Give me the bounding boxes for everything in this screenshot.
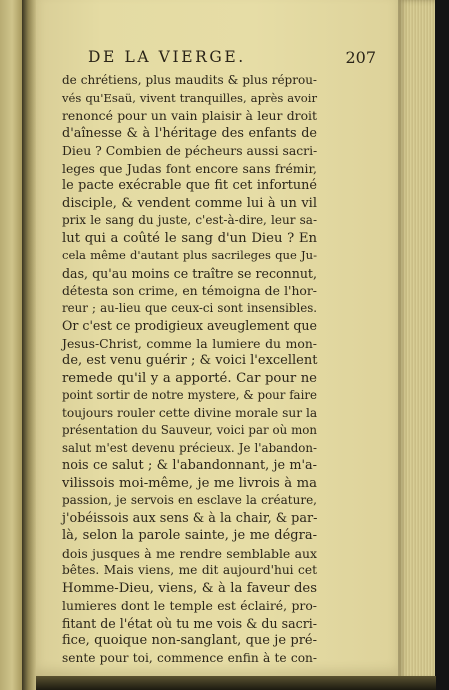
text-line: bêtes. Mais viens, me dit aujourd'hui cet bbox=[62, 563, 317, 577]
text-line: le pacte exécrable que fit cet infortuné bbox=[62, 178, 317, 193]
text-line: vés qu'Esaü, vivent tranquilles, après avoir bbox=[62, 90, 317, 105]
text-line: prix le sang du juste, c'est-à-dire, leur sa- bbox=[62, 213, 317, 227]
text-line: disciple, & vendent comme lui à un vil bbox=[62, 195, 317, 211]
body-text bbox=[62, 72, 317, 667]
text-line: remede qu'il y a apporté. Car pour ne bbox=[62, 370, 317, 386]
text-line: fice, quoique non-sanglant, que je pré- bbox=[62, 633, 317, 648]
text-line: de chrétiens, plus maudits & plus réprou- bbox=[62, 73, 317, 87]
text-line: cela même d'autant plus sacrileges que Ju- bbox=[62, 248, 317, 262]
text-line: das, qu'au moins ce traître se reconnut, bbox=[62, 265, 317, 281]
text-line: là, selon la parole sainte, je me dégra- bbox=[62, 528, 317, 543]
page-bottom-shadow bbox=[36, 676, 436, 690]
text-line: sente pour toi, commence enfin à te con- bbox=[62, 650, 317, 665]
page-number: 207 bbox=[345, 48, 376, 67]
text-line: reur ; au-lieu que ceux-ci sont insensibles. bbox=[62, 300, 317, 315]
running-head: DE LA VIERGE. bbox=[88, 48, 246, 66]
text-line: renoncé pour un vain plaisir à leur droit bbox=[62, 108, 317, 123]
text-line: salut m'est devenu précieux. Je l'abandon- bbox=[62, 440, 317, 455]
text-line: nois ce salut ; & l'abandonnant, je m'a- bbox=[62, 458, 317, 473]
text-line: fitant de l'état où tu me vois & du sacri- bbox=[62, 615, 317, 631]
text-line: dois jusques à me rendre semblable aux bbox=[62, 545, 317, 561]
text-line: Dieu ? Combien de pécheurs aussi sacri- bbox=[62, 143, 318, 158]
text-line: passion, je servois en esclave la créature, bbox=[62, 493, 317, 507]
text-line: détesta son crime, en témoigna de l'hor- bbox=[62, 283, 317, 298]
text-line: leges que Judas font encore sans frémir, bbox=[62, 160, 317, 176]
text-line: Jesus-Christ, comme la lumiere du mon- bbox=[62, 335, 317, 351]
text-line: vilissois moi-même, je me livrois à ma bbox=[62, 475, 317, 491]
text-line: de, est venu guérir ; & voici l'excellent bbox=[62, 353, 318, 368]
text-line: Homme-Dieu, viens, & à la faveur des bbox=[62, 580, 317, 596]
page-edges bbox=[398, 0, 435, 680]
text-line: lut qui a coûté le sang d'un Dieu ? En bbox=[62, 230, 317, 246]
text-line: d'aînesse & à l'héritage des enfants de bbox=[62, 125, 317, 141]
text-line: présentation du Sauveur, voici par où mon bbox=[62, 423, 317, 437]
previous-page-edge bbox=[0, 0, 22, 690]
text-line: Or c'est ce prodigieux aveuglement que bbox=[62, 318, 317, 333]
text-line: j'obéissois aux sens & à la chair, & par- bbox=[62, 510, 318, 526]
text-line: lumieres dont le temple est éclairé, pro- bbox=[62, 598, 317, 613]
text-line: point sortir de notre mystere, & pour faire bbox=[62, 388, 317, 402]
page-header bbox=[88, 48, 376, 70]
text-line: toujours rouler cette divine morale sur la bbox=[62, 405, 318, 420]
